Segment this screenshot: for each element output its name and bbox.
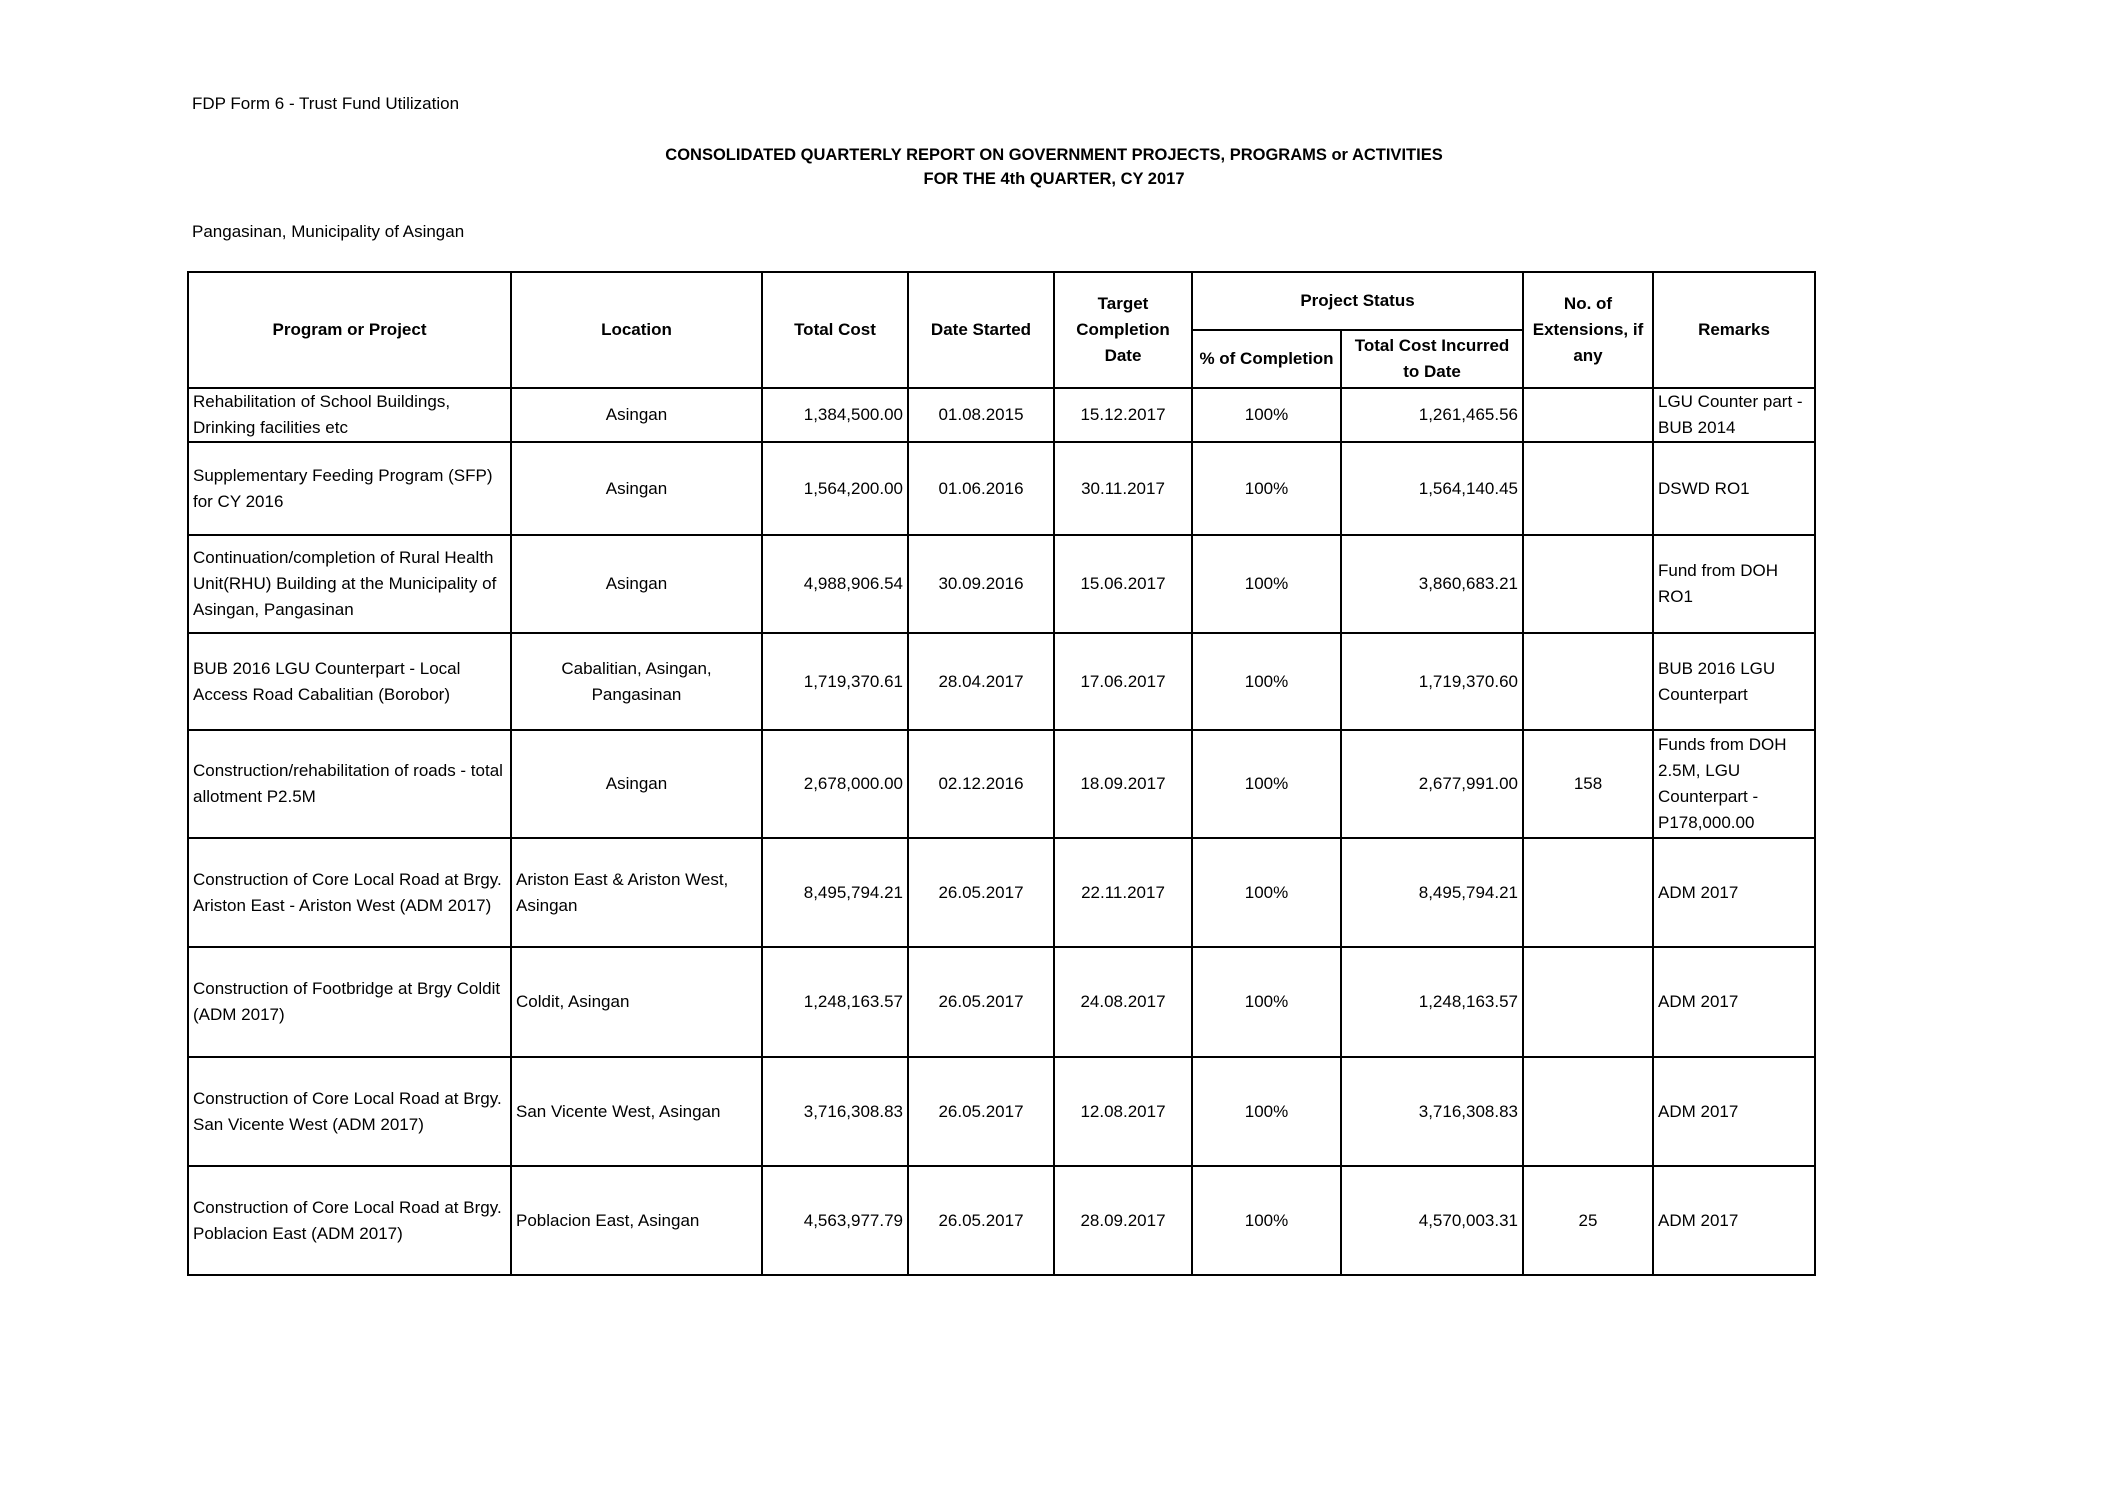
cell-pct-completion: 100% — [1192, 442, 1341, 535]
cell-total-cost: 4,563,977.79 — [762, 1166, 908, 1275]
header-pct-completion: % of Completion — [1192, 330, 1341, 388]
cell-extensions — [1523, 838, 1653, 947]
cell-remarks: DSWD RO1 — [1653, 442, 1815, 535]
cell-target-date: 15.12.2017 — [1054, 388, 1192, 442]
cell-target-date: 18.09.2017 — [1054, 730, 1192, 838]
cell-date-started: 26.05.2017 — [908, 1166, 1054, 1275]
cell-remarks: ADM 2017 — [1653, 838, 1815, 947]
projects-table — [187, 271, 1816, 1276]
table-row — [188, 633, 1815, 730]
cell-cost-incurred: 1,261,465.56 — [1341, 388, 1523, 442]
form-label: FDP Form 6 - Trust Fund Utilization — [192, 94, 460, 113]
cell-extensions — [1523, 947, 1653, 1057]
cell-total-cost: 2,678,000.00 — [762, 730, 908, 838]
cell-pct-completion: 100% — [1192, 633, 1341, 730]
cell-date-started: 02.12.2016 — [908, 730, 1054, 838]
cell-program: Construction of Core Local Road at Brgy. Ariston East - Ariston West (ADM 2017) — [188, 838, 511, 947]
cell-pct-completion: 100% — [1192, 838, 1341, 947]
cell-extensions: 158 — [1523, 730, 1653, 838]
place-label: Pangasinan, Municipality of Asingan — [192, 222, 465, 241]
table-row — [188, 947, 1815, 1057]
cell-date-started: 26.05.2017 — [908, 1057, 1054, 1166]
cell-cost-incurred: 1,719,370.60 — [1341, 633, 1523, 730]
cell-total-cost: 1,248,163.57 — [762, 947, 908, 1057]
cell-total-cost: 1,384,500.00 — [762, 388, 908, 442]
cell-location: Ariston East & Ariston West, Asingan — [511, 838, 762, 947]
header-program: Program or Project — [188, 272, 511, 388]
cell-program: Rehabilitation of School Buildings, Drinking facilities etc — [188, 388, 511, 442]
cell-total-cost: 3,716,308.83 — [762, 1057, 908, 1166]
cell-extensions — [1523, 1057, 1653, 1166]
cell-extensions: 25 — [1523, 1166, 1653, 1275]
cell-pct-completion: 100% — [1192, 535, 1341, 633]
cell-pct-completion: 100% — [1192, 388, 1341, 442]
table-row — [188, 730, 1815, 838]
cell-program: Continuation/completion of Rural Health Unit(RHU) Building at the Municipality of Asingan, Pangasinan — [188, 535, 511, 633]
cell-cost-incurred: 3,860,683.21 — [1341, 535, 1523, 633]
cell-location: Asingan — [511, 730, 762, 838]
cell-cost-incurred: 3,716,308.83 — [1341, 1057, 1523, 1166]
cell-program: Construction of Core Local Road at Brgy. San Vicente West (ADM 2017) — [188, 1057, 511, 1166]
table-row — [188, 442, 1815, 535]
cell-program: Construction of Footbridge at Brgy Coldit (ADM 2017) — [188, 947, 511, 1057]
cell-remarks: Fund from DOH RO1 — [1653, 535, 1815, 633]
cell-location: Poblacion East, Asingan — [511, 1166, 762, 1275]
cell-program: Construction/rehabilitation of roads - total allotment P2.5M — [188, 730, 511, 838]
cell-cost-incurred: 1,248,163.57 — [1341, 947, 1523, 1057]
table-row — [188, 388, 1815, 442]
cell-pct-completion: 100% — [1192, 730, 1341, 838]
cell-target-date: 12.08.2017 — [1054, 1057, 1192, 1166]
cell-date-started: 28.04.2017 — [908, 633, 1054, 730]
header-date-started: Date Started — [908, 272, 1054, 388]
cell-date-started: 26.05.2017 — [908, 947, 1054, 1057]
cell-target-date: 15.06.2017 — [1054, 535, 1192, 633]
report-subtitle: FOR THE 4th QUARTER, CY 2017 — [923, 170, 1185, 188]
cell-date-started: 01.06.2016 — [908, 442, 1054, 535]
cell-remarks: Funds from DOH 2.5M, LGU Counterpart - P178,000.00 — [1653, 730, 1815, 838]
cell-target-date: 17.06.2017 — [1054, 633, 1192, 730]
cell-pct-completion: 100% — [1192, 1057, 1341, 1166]
cell-extensions — [1523, 535, 1653, 633]
cell-location: Asingan — [511, 388, 762, 442]
cell-extensions — [1523, 388, 1653, 442]
cell-target-date: 24.08.2017 — [1054, 947, 1192, 1057]
cell-pct-completion: 100% — [1192, 947, 1341, 1057]
cell-target-date: 28.09.2017 — [1054, 1166, 1192, 1275]
cell-date-started: 30.09.2016 — [908, 535, 1054, 633]
cell-program: BUB 2016 LGU Counterpart - Local Access Road Cabalitian (Borobor) — [188, 633, 511, 730]
cell-location: Asingan — [511, 535, 762, 633]
cell-remarks: ADM 2017 — [1653, 1166, 1815, 1275]
cell-program: Supplementary Feeding Program (SFP) for CY 2016 — [188, 442, 511, 535]
cell-total-cost: 1,719,370.61 — [762, 633, 908, 730]
cell-remarks: LGU Counter part - BUB 2014 — [1653, 388, 1815, 442]
cell-program: Construction of Core Local Road at Brgy. Poblacion East (ADM 2017) — [188, 1166, 511, 1275]
cell-extensions — [1523, 633, 1653, 730]
report-title: CONSOLIDATED QUARTERLY REPORT ON GOVERNMENT PROJECTS, PROGRAMS or ACTIVITIES — [665, 146, 1443, 164]
header-location: Location — [511, 272, 762, 388]
cell-location: San Vicente West, Asingan — [511, 1057, 762, 1166]
cell-location: Asingan — [511, 442, 762, 535]
header-cost-incurred: Total Cost Incurred to Date — [1341, 330, 1523, 388]
header-target-completion: Target Completion Date — [1054, 272, 1192, 388]
table-row — [188, 1166, 1815, 1275]
cell-total-cost: 8,495,794.21 — [762, 838, 908, 947]
cell-remarks: ADM 2017 — [1653, 1057, 1815, 1166]
table-row — [188, 535, 1815, 633]
cell-pct-completion: 100% — [1192, 1166, 1341, 1275]
header-total-cost: Total Cost — [762, 272, 908, 388]
table-row — [188, 1057, 1815, 1166]
cell-total-cost: 1,564,200.00 — [762, 442, 908, 535]
cell-remarks: BUB 2016 LGU Counterpart — [1653, 633, 1815, 730]
cell-cost-incurred: 8,495,794.21 — [1341, 838, 1523, 947]
cell-location: Cabalitian, Asingan, Pangasinan — [511, 633, 762, 730]
cell-target-date: 22.11.2017 — [1054, 838, 1192, 947]
cell-cost-incurred: 1,564,140.45 — [1341, 442, 1523, 535]
header-remarks: Remarks — [1653, 272, 1815, 388]
cell-cost-incurred: 4,570,003.31 — [1341, 1166, 1523, 1275]
cell-total-cost: 4,988,906.54 — [762, 535, 908, 633]
cell-date-started: 26.05.2017 — [908, 838, 1054, 947]
cell-extensions — [1523, 442, 1653, 535]
header-extensions: No. of Extensions, if any — [1523, 272, 1653, 388]
cell-date-started: 01.08.2015 — [908, 388, 1054, 442]
cell-cost-incurred: 2,677,991.00 — [1341, 730, 1523, 838]
cell-target-date: 30.11.2017 — [1054, 442, 1192, 535]
cell-remarks: ADM 2017 — [1653, 947, 1815, 1057]
cell-location: Coldit, Asingan — [511, 947, 762, 1057]
table-row — [188, 838, 1815, 947]
header-project-status: Project Status — [1192, 272, 1523, 330]
